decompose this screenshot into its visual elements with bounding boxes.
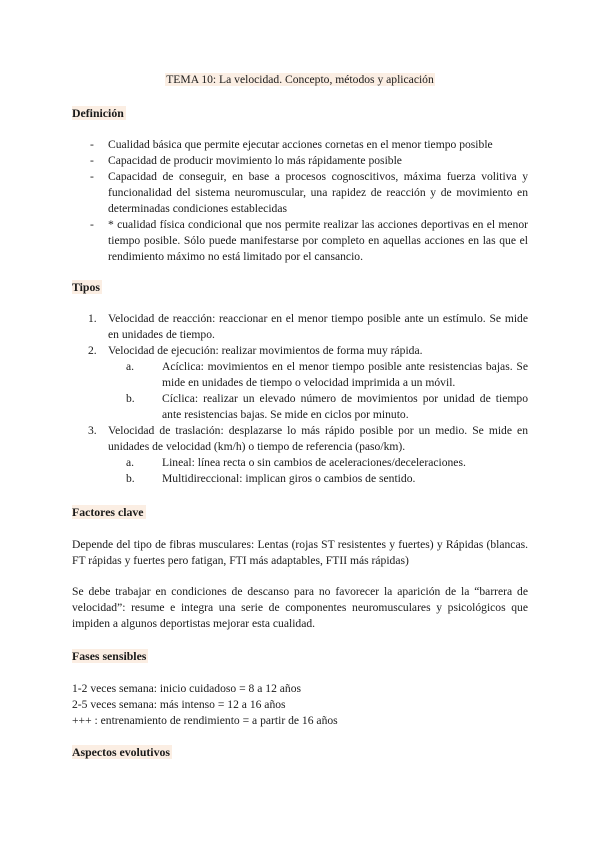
fase-line: +++ : entrenamiento de rendimiento = a partir de 16 años [72,714,338,727]
heading-definicion: Definición [72,106,124,120]
ejecucion-sublist [72,359,528,423]
definicion-list-block [72,137,528,265]
list-item: - Capacidad de conseguir, en base a procesos cognoscitivos, máxima fuerza volitiva y funcionalidad del sistema neuromuscular, una rapidez de reacción y de movimiento en determinadas condiciones establecidas [90,170,528,215]
heading-factores: Factores clave [72,505,144,519]
factores-paragraph-2: Se debe trabajar en condiciones de descanso para no favorecer la aparición de la “barrera de velocidad”: resume e integra una serie de componentes neuromusculares y psicológicos que impiden a algunos deportistas mejorar esta cualidad. [72,585,528,630]
list-item: - Capacidad de producir movimiento lo más rápidamente posible [90,154,402,167]
list-item: b. Cíclica: realizar un elevado número de movimientos por unidad de tiempo ante resistencias bajas. Se mide en ciclos por minuto. [126,392,528,421]
factores-paragraph-1: Depende del tipo de fibras musculares: Lentas (rojas ST resistentes y fuertes) y Rápidas (blancas. FT rápidas y fuertes pero fatigan, FTI más adaptables, FTII más rápidas) [72,538,528,567]
tipos-list-block [72,311,528,487]
list-item: 3. Velocidad de traslación: desplazarse lo más rápido posible por un medio. Se mide en unidades de velocidad (km/h) o tiempo de referencia (paso/km). [88,424,528,453]
list-item: a. Lineal: línea recta o sin cambios de aceleraciones/deceleraciones. [126,456,466,469]
list-item: b. Multidireccional: implican giros o cambios de sentido. [126,472,416,485]
list-item: a. Acíclica: movimientos en el menor tiempo posible ante resistencias bajas. Se mide en unidades de tiempo o velocidad imprimida a un móvil. [126,360,528,389]
list-item: - Cualidad básica que permite ejecutar acciones cornetas en el menor tiempo posible [90,138,493,151]
heading-fases: Fases sensibles [72,649,147,663]
heading-tipos: Tipos [72,280,100,294]
document-title: TEMA 10: La velocidad. Concepto, métodos y aplicación [166,73,434,86]
definicion-list [72,137,528,265]
traslacion-sublist [72,455,528,487]
list-item: - * cualidad física condicional que nos permite realizar las acciones deportivas en el menor tiempo posible. Sólo puede manifestarse por completo en aquellas acciones en las que el rendimiento máximo no está limitado por el cansancio. [90,218,528,263]
heading-aspectos: Aspectos evolutivos [72,745,170,759]
list-item: 1. Velocidad de reacción: reaccionar en el menor tiempo posible ante un estímulo. Se mide en unidades de tiempo. [88,312,528,341]
list-item: 2. Velocidad de ejecución: realizar movimientos de forma muy rápida. [88,344,423,357]
tipos-list-cont [72,423,528,455]
tipos-list [72,311,528,359]
fase-line: 1-2 veces semana: inicio cuidadoso = 8 a 12 años [72,682,302,695]
fases-lines [72,681,528,729]
fase-line: 2-5 veces semana: más intenso = 12 a 16 años [72,698,286,711]
